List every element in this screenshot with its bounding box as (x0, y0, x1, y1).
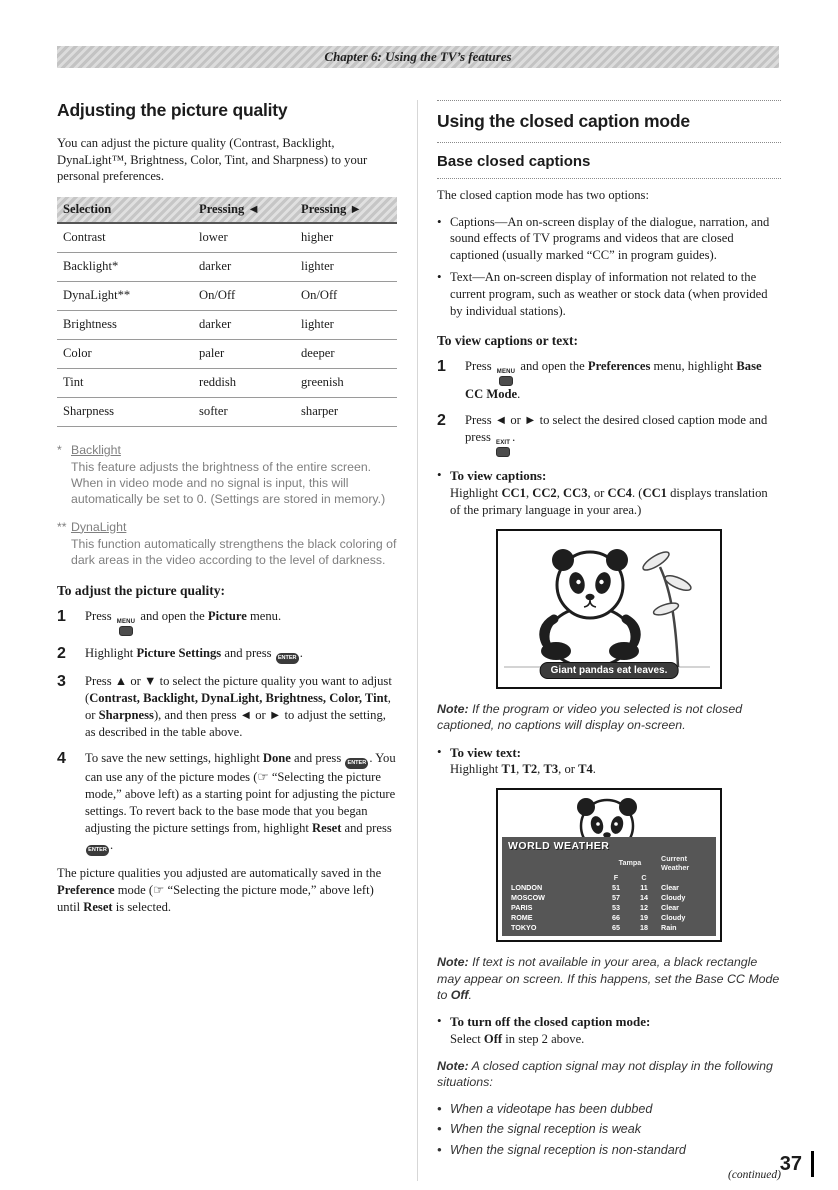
table-row: PARIS 53 12 Clear (511, 902, 679, 912)
bullet-lead: To view text: (450, 744, 522, 760)
adjust-steps (57, 608, 397, 856)
situations-list (437, 1101, 781, 1159)
step-number: 1 (57, 607, 66, 625)
column-divider (417, 100, 418, 1181)
enter-button-icon: ENTER (276, 653, 299, 664)
view-captions-item (437, 467, 781, 519)
view-text-item (437, 744, 781, 779)
right-section-title: Using the closed caption mode (437, 100, 781, 143)
procedure-step (57, 645, 397, 664)
table-header-cell: Pressing ► (295, 197, 397, 223)
example-caption-bar: Giant pandas eat leaves. (540, 662, 679, 679)
step-text: Highlight Picture Settings and press ENTER . (85, 645, 303, 664)
menu-button-icon: MENU (117, 619, 135, 636)
left-intro-paragraph: You can adjust the picture quality (Contrast, Backlight, DynaLight™, Brightness, Color, Tint, and Sharpness) to your personal preferences. (57, 136, 368, 184)
weather-rows (508, 882, 710, 932)
weather-panel (502, 837, 716, 936)
view-steps (437, 358, 781, 457)
footnote-marker: * (57, 442, 62, 457)
weather-col-current: Current Weather (661, 853, 690, 872)
procedure-step (437, 412, 781, 457)
picture-adjustment-table (57, 197, 397, 427)
continued-label: (continued) (727, 1168, 781, 1181)
left-column (57, 100, 397, 1181)
procedure-step (57, 608, 397, 636)
step-text: To save the new settings, highlight Done and press ENTER . You can use any of the picture modes (☞ “Selecting the picture mode,” above left) as a starting point for adjusting the picture settings. To revert back to the base mode that you began adjusting the picture settings from, highlight Reset and press ENTER . (85, 750, 397, 856)
left-outro-paragraph: The picture qualities you adjusted are automatically saved in the Preference mode (☞ “Selecting the picture mode,” above left) until Reset is selected. (57, 865, 382, 914)
chapter-header-bar (57, 46, 779, 68)
footnote-backlight (57, 443, 397, 508)
table-row: Brightness darker lighter (57, 310, 397, 339)
table-row: Sharpness softer sharper (57, 397, 397, 426)
bullet-item: • Captions—An on-screen display of the dialogue, narration, and sound effects of TV programs and videos that are closed captioned (usually marked “CC” in program guides). (437, 214, 781, 264)
cc-options-list (437, 214, 781, 320)
bullet-item: • Text—An on-screen display of information not related to the current program, such as weather or stock data (when provided by individual stations). (437, 269, 781, 319)
table-row: ROME 66 19 Cloudy (511, 912, 686, 922)
bullet-item: • When the signal reception is non-standard (437, 1142, 781, 1159)
footnote-text: This function automatically strengthens the black coloring of dark areas in the video according to the level of darkness. (71, 536, 397, 567)
note-captions: Note: If the program or video you selected is not closed captioned, no captions will display on-screen. (437, 701, 743, 733)
footnote-marker: ** (57, 519, 67, 534)
bullet-text: Highlight T1, T2, T3, or T4. (450, 762, 596, 777)
table-row: TOKYO 65 18 Rain (511, 922, 677, 932)
bullet-lead: To turn off the closed caption mode: (450, 1014, 651, 1030)
subsection-title: Base closed captions (437, 153, 781, 179)
chapter-title: Chapter 6: Using the TV’s features (324, 49, 512, 64)
weather-col-c: C (641, 872, 647, 882)
footnote-text: This feature adjusts the brightness of the entire screen. When in video mode and no signal is input, this will automatically be set to 0. (Settings are stored in memory.) (71, 459, 386, 506)
step-number: 4 (57, 749, 66, 767)
table-row: Contrast lower higher (57, 223, 397, 253)
weather-table (508, 853, 710, 932)
step-number: 2 (57, 644, 66, 662)
weather-title: WORLD WEATHER (508, 840, 610, 853)
enter-button-icon: ENTER (86, 845, 109, 856)
bullet-text: Highlight CC1, CC2, CC3, or CC4. (CC1 displays translation of the primary language in your area.) (450, 485, 768, 517)
text-example-screen (496, 788, 722, 942)
left-section-title: Adjusting the picture quality (57, 100, 288, 120)
table-row: Tint reddish greenish (57, 368, 397, 397)
panda-illustration (498, 531, 716, 683)
table-row: Backlight* darker lighter (57, 252, 397, 281)
footnote-dynalight (57, 520, 397, 569)
cc-intro-paragraph: The closed caption mode has two options: (437, 188, 649, 202)
table-row: MOSCOW 57 14 Cloudy (511, 892, 686, 902)
bullet-item: • When a videotape has been dubbed (437, 1101, 781, 1118)
step-text: Press ▲ or ▼ to select the picture quality you want to adjust (Contrast, Backlight, DynaLight, Brightness, Color, Tint, or Sharpness), and then press ◄ or ► to adjust the setting, as described in the table above. (85, 673, 392, 739)
turn-off-item (437, 1013, 781, 1048)
step-number: 3 (57, 672, 66, 690)
note-signal: Note: A closed caption signal may not display in the following situations: (437, 1058, 773, 1090)
two-column-layout (57, 100, 781, 1181)
note-text: Note: If text is not available in your area, a black rectangle may appear on screen. If this happens, set the Base CC Mode to Off. (437, 955, 780, 1002)
bullet-lead: To view captions: (450, 468, 547, 484)
right-column (437, 100, 781, 1181)
enter-button-icon: ENTER (345, 758, 368, 769)
step-text: Press MENU and open the Preferences menu, highlight Base CC Mode. (465, 359, 762, 402)
step-text: Press ◄ or ► to select the desired closed caption mode and press EXIT . (465, 412, 781, 457)
footnote-term: DynaLight (71, 519, 127, 534)
procedure-step (57, 750, 397, 856)
table-header-row (57, 197, 397, 223)
table-body (57, 223, 397, 427)
procedure-step (437, 358, 781, 403)
weather-region: Tampa (618, 858, 642, 868)
bullet-text: Select Off in step 2 above. (450, 1031, 585, 1046)
bullet-item: • When the signal reception is weak (437, 1121, 781, 1138)
footnote-term: Backlight (71, 442, 121, 457)
step-number: 2 (437, 412, 446, 430)
step-text: Press MENU and open the Picture menu. (85, 608, 281, 636)
adjust-procedure-heading: To adjust the picture quality: (57, 582, 226, 598)
view-procedure-heading: To view captions or text: (437, 333, 578, 349)
captions-example-screen (496, 529, 722, 689)
exit-button-icon: EXIT (496, 440, 510, 457)
menu-button-icon: MENU (497, 369, 515, 386)
table-row: DynaLight** On/Off On/Off (57, 281, 397, 310)
table-row: Color paler deeper (57, 339, 397, 368)
table-header-cell: Selection (57, 197, 193, 223)
procedure-step (57, 673, 397, 741)
table-row: LONDON 51 11 Clear (511, 882, 679, 892)
table-header-cell: Pressing ◄ (193, 197, 295, 223)
weather-col-f: F (613, 872, 619, 882)
step-number: 1 (437, 358, 446, 376)
page-number: 37 (780, 1153, 814, 1176)
